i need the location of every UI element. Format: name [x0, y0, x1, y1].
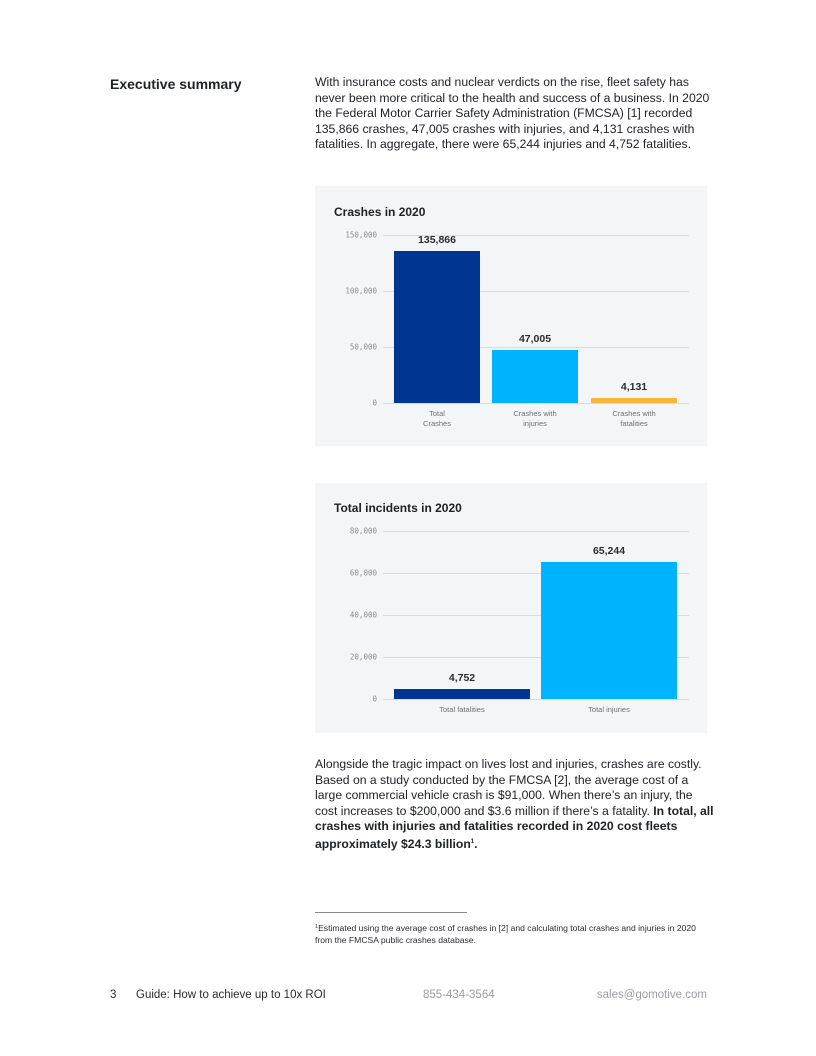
footnote	[315, 921, 715, 946]
bar-value-label: 65,244	[592, 544, 626, 557]
intro-text: With insurance costs and nuclear verdicts on the rise, fleet safety has never been more critical to the health and success of a business. In 2020 the Federal Motor Carrier Safety Administration (FMCSA) [1] recorded 135,866 crashes, 47,005 crashes with injuries, and 4,131 crashes with fatalities. In aggregate, there were 65,244 injuries and 4,752 fatalities.	[315, 75, 710, 152]
section-title: Executive summary	[110, 76, 242, 92]
x-category-label: Crashes with fatalities	[612, 409, 656, 428]
chart-title: Total incidents in 2020	[334, 501, 462, 515]
y-tick-label: 100,000	[345, 286, 377, 296]
y-tick-label: 20,000	[349, 652, 377, 662]
y-tick-label: 60,000	[349, 568, 377, 578]
footnote-marker[interactable]: 1	[470, 838, 475, 845]
guide-title: Guide: How to achieve up to 10x ROI	[136, 989, 326, 1001]
bar-value-label: 47,005	[518, 333, 552, 346]
page-number: 3	[110, 989, 117, 1001]
footnote-text: Estimated using the average cost of crashes in [2] and calculating total crashes and injuries in 2020 from the FMCSA public crashes database.	[315, 923, 696, 945]
chart-crashes-2020	[315, 186, 707, 446]
cost-text-end: .	[474, 836, 478, 851]
phone-link[interactable]: 855-434-3564	[423, 989, 495, 1001]
y-tick-label: 0	[372, 398, 377, 408]
gridline	[383, 403, 689, 404]
gridline	[383, 699, 689, 700]
y-tick-label: 80,000	[349, 526, 377, 536]
y-tick-label: 0	[372, 694, 377, 704]
x-category-label: Total Crashes	[423, 409, 451, 428]
chart-total-incidents-2020	[315, 483, 707, 733]
bar-total-crashes	[394, 251, 480, 403]
y-tick-label: 150,000	[345, 230, 377, 240]
cost-paragraph	[315, 757, 715, 853]
cost-text-bold: In total, all crashes with injuries and fatalities recorded in 2020 cost fleets approximately $24.3 billion	[315, 803, 714, 851]
bar-crashes-with-injuries	[492, 350, 578, 403]
bar-crashes-with-fatalities	[591, 398, 677, 403]
intro-paragraph	[315, 75, 710, 153]
bar-value-label: 4,752	[448, 672, 476, 685]
y-tick-label: 40,000	[349, 610, 377, 620]
y-tick-label: 50,000	[349, 342, 377, 352]
gridline	[383, 531, 689, 532]
bar-total-fatalities	[394, 689, 530, 699]
bar-value-label: 4,131	[620, 381, 648, 394]
bar-total-injuries	[541, 562, 677, 699]
footnote-number: 1	[315, 924, 319, 930]
bar-value-label: 135,866	[418, 233, 456, 246]
cost-text: Alongside the tragic impact on lives lost and injuries, crashes are costly. Based on a study conducted by the FMCSA [2], the average cost of a large commercial vehicle crash is $91,000. When there’s an injury, the cost increases to $200,000 and $3.6 million if there’s a fatality.	[315, 757, 702, 818]
email-link[interactable]: sales@gomotive.com	[596, 989, 707, 1001]
x-category-label: Total injuries	[588, 705, 630, 714]
footnote-divider	[315, 912, 467, 913]
chart-title: Crashes in 2020	[334, 205, 426, 219]
x-category-label: Total fatalities	[439, 705, 485, 714]
x-category-label: Crashes with injuries	[513, 409, 557, 428]
